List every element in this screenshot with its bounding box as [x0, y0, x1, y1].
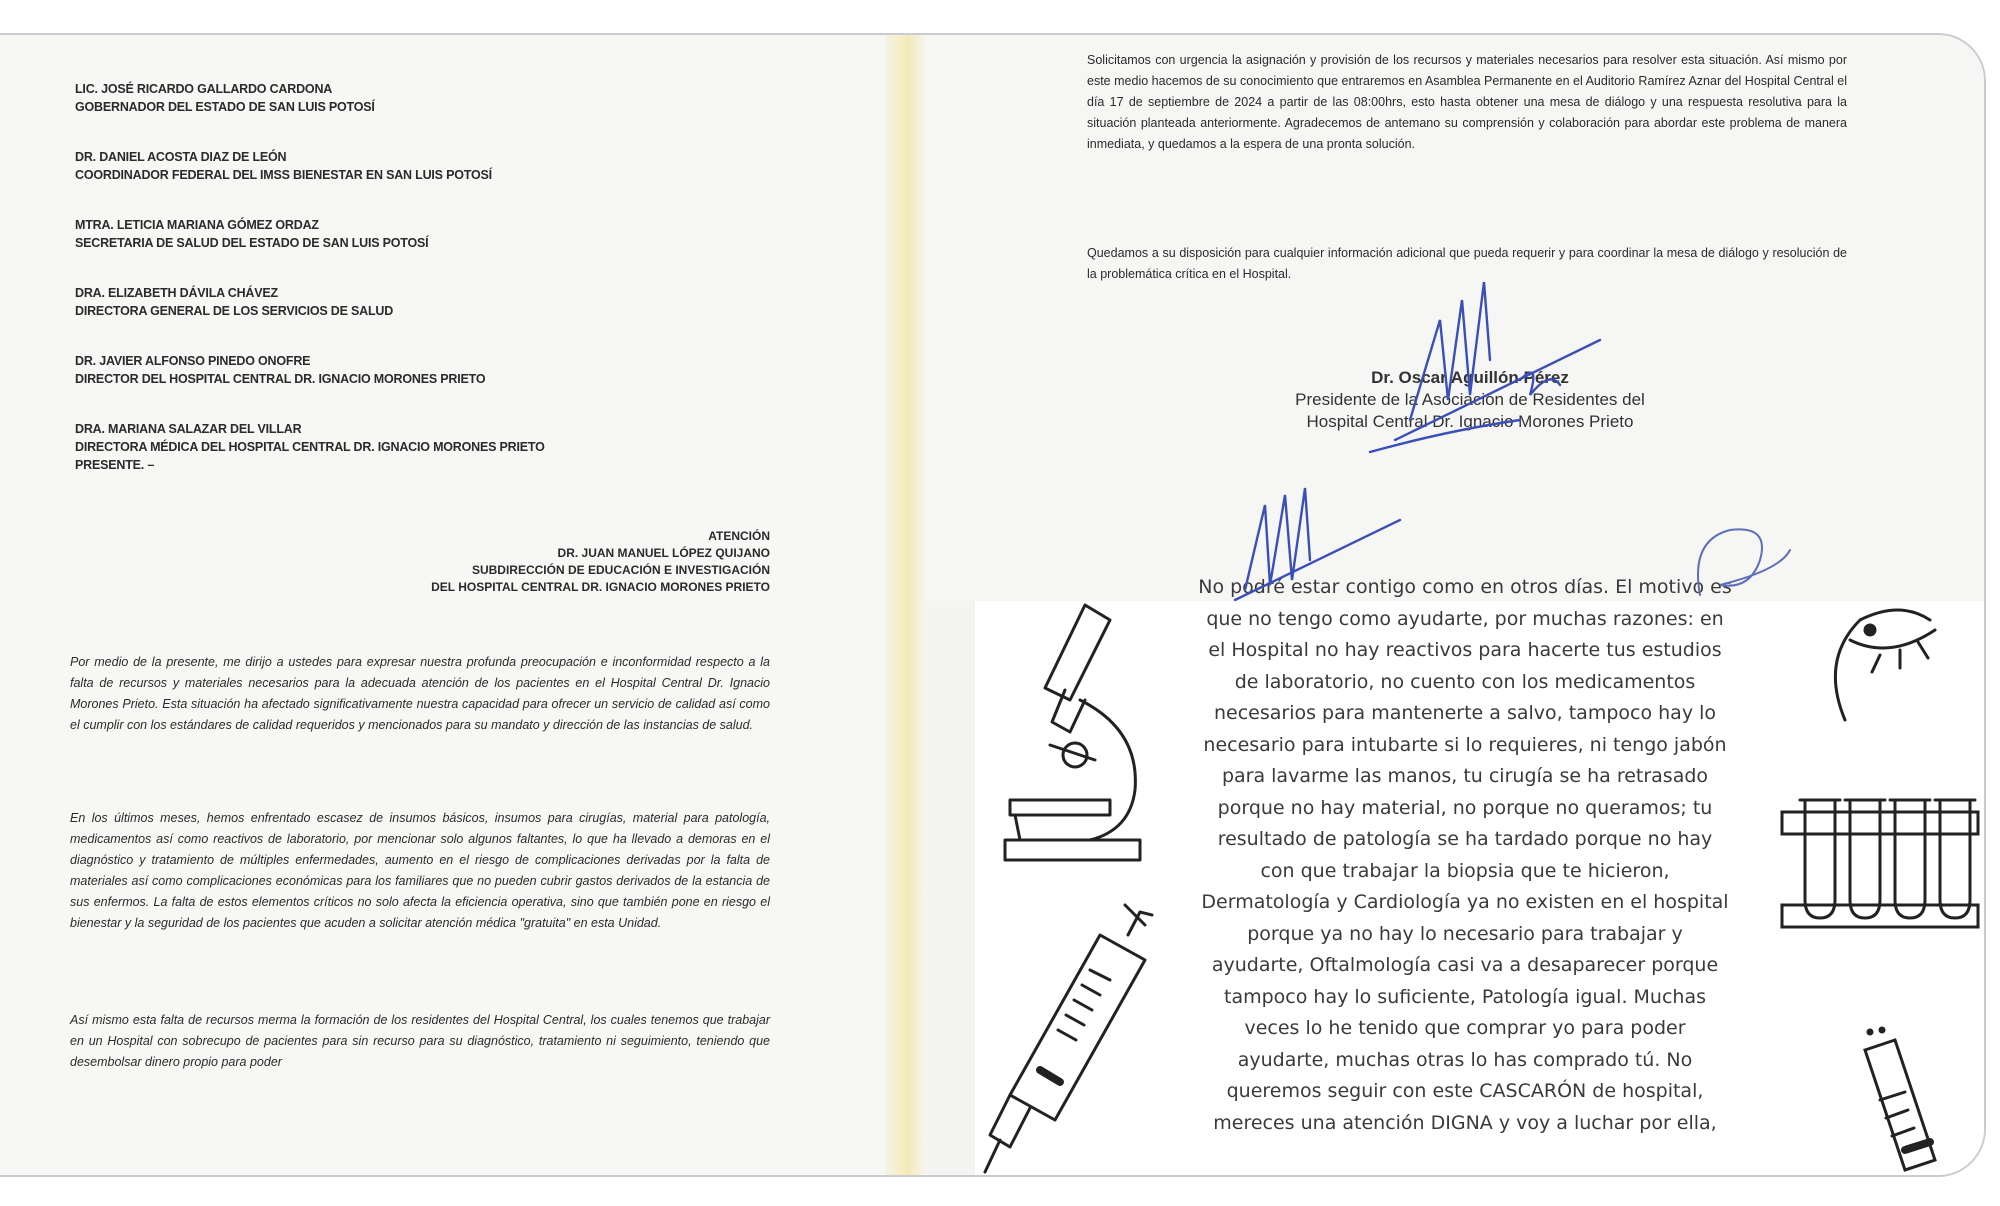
- poster-line: porque ya no hay lo necesario para trabajar y: [1247, 922, 1683, 945]
- signatory-title: Presidente de la Asociación de Residentes del: [1295, 390, 1645, 409]
- attention-line: DR. JUAN MANUEL LÓPEZ QUIJANO: [557, 546, 770, 560]
- poster-line: porque no hay material, no porque no queramos; tu: [1217, 796, 1713, 819]
- page-fold: [885, 35, 925, 1175]
- addressee-role: SECRETARIA DE SALUD DEL ESTADO DE SAN LUIS POTOSÍ: [75, 236, 429, 250]
- poster-line: queremos seguir con este CASCARÓN de hospital,: [1226, 1080, 1704, 1102]
- addressee-name: DR. JAVIER ALFONSO PINEDO ONOFRE: [75, 354, 311, 368]
- signature-block: [1230, 367, 1710, 433]
- poster-line: para lavarme las manos, tu cirugía se ha retrasado: [1221, 765, 1709, 787]
- poster-line: necesario para intubarte si lo requieres, ni tengo jabón: [1203, 733, 1727, 756]
- poster-line: el Hospital no hay reactivos para hacerte tus estudios: [1208, 639, 1722, 661]
- addressee-name: DRA. MARIANA SALAZAR DEL VILLAR: [75, 422, 302, 436]
- addressee-block: [75, 216, 428, 252]
- poster-line: mereces una atención DIGNA y voy a luchar por ella,: [1213, 1111, 1717, 1134]
- poster-line: Dermatología y Cardiología ya no existen en el hospital: [1201, 891, 1729, 913]
- addressee-block: [75, 420, 545, 474]
- poster-line: veces lo he tenido que comprar yo para poder: [1244, 1017, 1686, 1039]
- poster-line: tampoco hay lo suficiente, Patología igual. Muchas: [1224, 985, 1706, 1008]
- attention-block: [210, 528, 770, 596]
- attention-heading: ATENCIÓN: [708, 529, 770, 543]
- addressee-name: DRA. ELIZABETH DÁVILA CHÁVEZ: [75, 286, 278, 300]
- letter-paragraph: Quedamos a su disposición para cualquier información adicional que pueda requerir y para coordinar la mesa de diálogo y resolución de la problemática crítica en el Hospital.: [1087, 246, 1847, 281]
- addressee-role: COORDINADOR FEDERAL DEL IMSS BIENESTAR EN SAN LUIS POTOSÍ: [75, 168, 492, 182]
- attention-line: SUBDIRECCIÓN DE EDUCACIÓN E INVESTIGACIÓN: [471, 563, 770, 577]
- poster-line: con que trabajar la biopsia que te hicieron,: [1260, 859, 1670, 882]
- signatory-name: Dr. Oscar Aguillón Pérez: [1371, 368, 1569, 387]
- addressee-block: [75, 284, 393, 320]
- letter-paragraph: Así mismo esta falta de recursos merma la formación de los residentes del Hospital Central, los cuales tenemos que trabajar en un Hospital con sobrecupo de pacientes para sin recurso para su diagnóstico, tratamiento ni seguimiento, teniendo que desembolsar dinero propio para poder: [70, 1013, 770, 1069]
- addressee-role: DIRECTORA GENERAL DE LOS SERVICIOS DE SALUD: [75, 304, 394, 318]
- poster-line: ayudarte, muchas otras lo has comprado tú. No: [1237, 1048, 1693, 1071]
- addressee-name: MTRA. LETICIA MARIANA GÓMEZ ORDAZ: [75, 218, 319, 232]
- presente-label: PRESENTE. –: [75, 458, 155, 472]
- addressee-list: [75, 80, 375, 116]
- addressee-role: DIRECTORA MÉDICA DEL HOSPITAL CENTRAL DR. IGNACIO MORONES PRIETO: [75, 440, 545, 454]
- letter-paragraph: Por medio de la presente, me dirijo a ustedes para expresar nuestra profunda preocupación e inconformidad respecto a la falta de recursos y materiales necesarios para la adecuada atención de los pacientes en el Hospital Central Dr. Ignacio Morones Prieto. Esta situación ha afectado significativamente nuestra capacidad para ofrecer un servicio de calidad así como el cumplir con los estándares de calidad requeridos y mencionados para su mandato y dirección de las instancias de salud.: [70, 655, 770, 732]
- addressee-block: [75, 352, 485, 388]
- attention-line: DEL HOSPITAL CENTRAL DR. IGNACIO MORONES PRIETO: [431, 580, 770, 594]
- letter-paragraph: En los últimos meses, hemos enfrentado escasez de insumos básicos, insumos para cirugías, material para patología, medicamentos así como reactivos de laboratorio, por mencionar solo algunos faltantes, lo que ha llevado a demoras en el diagnóstico y tratamiento de múltiples enfermedades, aumento en el riesgo de complicaciones derivadas por la falta de materiales así como complicaciones económicas para los familiares que no pueden cubrir gastos derivados de la estancia de sus enfermos. La falta de estos elementos críticos no solo afecta la eficiencia operativa, sino que también pone en riesgo el bienestar y la seguridad de los pacientes que acuden a solicitar atención médica "gratuita" en esta Unidad.: [70, 811, 770, 930]
- poster-line: necesarios para mantenerte a salvo, tampoco hay lo: [1213, 702, 1717, 724]
- addressee-role: DIRECTOR DEL HOSPITAL CENTRAL DR. IGNACIO MORONES PRIETO: [75, 372, 486, 386]
- poster-text: [1165, 572, 1765, 1139]
- addressee-name: LIC. JOSÉ RICARDO GALLARDO CARDONA: [75, 82, 333, 96]
- addressee-name: DR. DANIEL ACOSTA DIAZ DE LEÓN: [75, 150, 287, 164]
- poster-line: que no tengo como ayudarte, por muchas razones: en: [1206, 607, 1724, 630]
- letter-page-left: [0, 35, 885, 1175]
- poster-line: ayudarte, Oftalmología casi va a desaparecer porque: [1211, 954, 1719, 976]
- addressee-block: [75, 148, 492, 184]
- poster-line: resultado de patología se ha tardado porque no hay: [1217, 828, 1713, 850]
- addressee-role: GOBERNADOR DEL ESTADO DE SAN LUIS POTOSÍ: [75, 100, 375, 114]
- signatory-title: Hospital Central Dr. Ignacio Morones Prieto: [1306, 412, 1634, 431]
- poster-line: de laboratorio, no cuento con los medicamentos: [1234, 670, 1696, 693]
- letter-paragraph: Solicitamos con urgencia la asignación y provisión de los recursos y materiales necesarios para resolver esta situación. Así mismo por este medio hacemos de su conocimiento que entraremos en Asamblea Permanente en el Auditorio Ramírez Aznar del Hospital Central el día 17 de septiembre de 2024 a partir de las 08:00hrs, esto hasta obtener una mesa de diálogo y una respuesta resolutiva para la situación planteada anteriormente. Agradecemos de antemano su comprensión y colaboración para abordar este problema de manera inmediata, y quedamos a la espera de una pronta solución.: [1087, 53, 1847, 151]
- poster-line: No podré estar contigo como en otros días. El motivo es: [1198, 576, 1732, 598]
